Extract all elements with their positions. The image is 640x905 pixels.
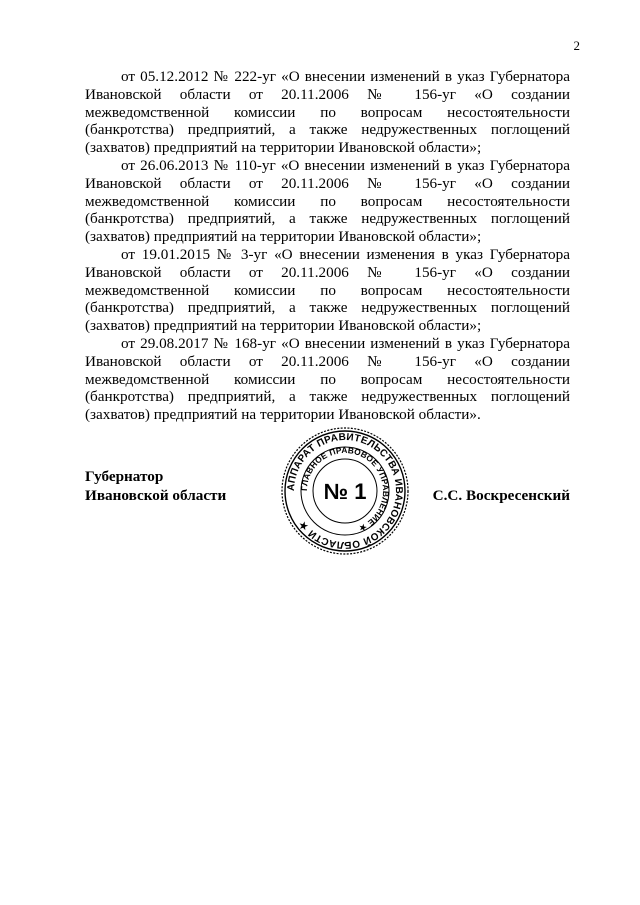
official-seal	[280, 426, 410, 556]
seal-inner-text: ГЛАВНОЕ ПРАВОВОЕ УПРАВЛЕНИЕ ★	[298, 444, 392, 535]
signatory-name: С.С. Воскресенский	[432, 487, 570, 504]
page-number: 2	[573, 38, 580, 53]
document-body	[85, 68, 570, 424]
seal-outer-text: АППАРАТ ПРАВИТЕЛЬСТВА ИВАНОВСКОЙ ОБЛАСТИ ★	[285, 431, 405, 551]
signatory-title-line2: Ивановской области	[85, 487, 227, 504]
seal-center-number: № 1	[323, 479, 367, 504]
list-item: от 05.12.2012 № 222-уг «О внесении изменений в указ Губернатора Ивановской области от 20.11.2006 № 156-уг «О создании межведомственной комиссии по вопросам несостоятельности (банкротства) предприятий, а также недружественных поглощений (захватов) предприятий на территории Ивановской области»;	[85, 68, 570, 157]
signatory-title	[85, 467, 226, 505]
list-item: от 29.08.2017 № 168-уг «О внесении изменений в указ Губернатора Ивановской области от 20.11.2006 № 156-уг «О создании межведомственной комиссии по вопросам несостоятельности (банкротства) предприятий, а также недружественных поглощений (захватов) предприятий на территории Ивановской области».	[85, 334, 570, 424]
list-item: от 26.06.2013 № 110-уг «О внесении изменений в указ Губернатора Ивановской области от 20.11.2006 № 156-уг «О создании межведомственной комиссии по вопросам несостоятельности (банкротства) предприятий, а также недружественных поглощений (захватов) предприятий на территории Ивановской области»;	[85, 156, 570, 246]
seal-graphic	[280, 426, 410, 556]
list-item: от 19.01.2015 № 3-уг «О внесении изменения в указ Губернатора Ивановской области от 20.11.2006 № 156-уг «О создании межведомственной комиссии по вопросам несостоятельности (банкротства) предприятий, а также недружественных поглощений (захватов) предприятий на территории Ивановской области»;	[85, 245, 570, 335]
signatory-title-line1: Губернатор	[85, 468, 164, 485]
